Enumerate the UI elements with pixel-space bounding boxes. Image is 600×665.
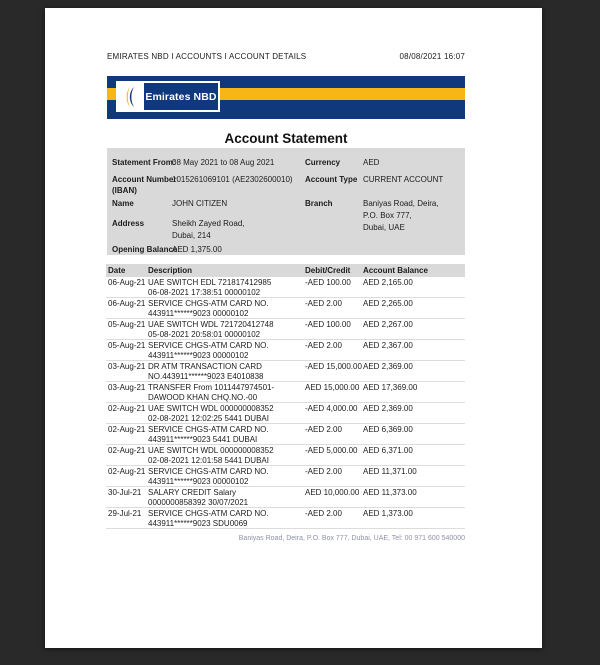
- description-line1: SERVICE CHGS-ATM CARD NO.: [148, 509, 269, 518]
- description-line2: 443911******9023 SDU0069: [148, 518, 248, 528]
- cell-date: 02-Aug-21: [108, 425, 146, 434]
- cell-account-balance: AED 2,265.00: [363, 299, 413, 308]
- bank-footer-address: Baniyas Road, Deira, P.O. Box 777, Dubai, UAE, Tel: 00 971 600 540000: [238, 535, 465, 542]
- column-header-date: Date: [108, 266, 126, 275]
- cell-account-balance: AED 6,369.00: [363, 425, 413, 434]
- description-line1: UAE SWITCH WDL 000000008352: [148, 446, 274, 455]
- cell-account-balance: AED 2,369.00: [363, 404, 413, 413]
- cell-description: [148, 362, 264, 381]
- transactions: [106, 277, 465, 529]
- cell-account-balance: AED 1,373.00: [363, 509, 413, 518]
- account-number-value: 1015261069101 (AE2302600010): [172, 175, 293, 184]
- table-row: [106, 445, 465, 466]
- document-header-row: [107, 52, 465, 61]
- document-page: [45, 8, 542, 648]
- cell-debit-credit: -AED 15,000.00: [305, 362, 362, 371]
- cell-debit-credit: -AED 4,000.00: [305, 404, 358, 413]
- cell-date: 05-Aug-21: [108, 320, 146, 329]
- name-label: Name: [112, 199, 134, 208]
- currency-value: AED: [363, 158, 380, 167]
- description-line2: DAWOOD KHAN CHQ.NO.-00: [148, 392, 258, 402]
- branch-value-line2: P.O. Box 777,: [363, 211, 412, 220]
- table-row: [106, 424, 465, 445]
- breadcrumb: EMIRATES NBD I ACCOUNTS I ACCOUNT DETAILS: [107, 52, 307, 61]
- description-line1: TRANSFER From 1011447974501-: [148, 383, 275, 392]
- header-datetime: 08/08/2021 16:07: [399, 52, 465, 61]
- description-line2: 443911******9023 00000102: [148, 308, 249, 318]
- column-header-debit-credit: Debit/Credit: [305, 266, 351, 275]
- table-row: [106, 466, 465, 487]
- cell-debit-credit: AED 15,000.00: [305, 383, 360, 392]
- opening-balance-label: Opening Balance: [112, 245, 178, 254]
- cell-date: 30-Jul-21: [108, 488, 142, 497]
- cell-description: [148, 509, 269, 528]
- cell-debit-credit: -AED 5,000.00: [305, 446, 358, 455]
- cell-description: [148, 404, 274, 423]
- description-line1: SERVICE CHGS-ATM CARD NO.: [148, 467, 269, 476]
- account-type-value: CURRENT ACCOUNT: [363, 175, 444, 184]
- description-line1: DR ATM TRANSACTION CARD: [148, 362, 262, 371]
- cell-date: 02-Aug-21: [108, 404, 146, 413]
- description-line2: NO.443911******9023 E4010838: [148, 371, 264, 381]
- description-line2: 0000000858392 30/07/2021: [148, 497, 249, 507]
- column-header-description: Description: [148, 266, 193, 275]
- description-line2: 443911******9023 5441 DUBAI: [148, 434, 258, 444]
- cell-debit-credit: -AED 100.00: [305, 320, 351, 329]
- cell-account-balance: AED 17,369.00: [363, 383, 418, 392]
- table-row: [106, 277, 465, 298]
- cell-date: 02-Aug-21: [108, 467, 146, 476]
- cell-account-balance: AED 2,267.00: [363, 320, 413, 329]
- description-line2: 443911******9023 00000102: [148, 350, 249, 360]
- description-line1: SERVICE CHGS-ATM CARD NO.: [148, 299, 269, 308]
- table-row: [106, 403, 465, 424]
- cell-description: [148, 446, 274, 465]
- description-line2: 05-08-2021 20:58:01 00000102: [148, 329, 261, 339]
- cell-date: 06-Aug-21: [108, 278, 146, 287]
- address-label: Address: [112, 219, 145, 228]
- cell-account-balance: AED 11,371.00: [363, 467, 417, 476]
- description-line1: SERVICE CHGS-ATM CARD NO.: [148, 341, 269, 350]
- cell-description: [148, 320, 274, 339]
- cell-debit-credit: -AED 2.00: [305, 425, 342, 434]
- cell-date: 03-Aug-21: [108, 383, 146, 392]
- branch-value-line3: Dubai, UAE: [363, 223, 405, 232]
- cell-date: 02-Aug-21: [108, 446, 146, 455]
- table-row: [106, 340, 465, 361]
- cell-account-balance: AED 2,369.00: [363, 362, 413, 371]
- table-row: [106, 319, 465, 340]
- table-row: [106, 487, 465, 508]
- address-value-line1: Sheikh Zayed Road,: [172, 219, 245, 228]
- description-line1: SALARY CREDIT Salary: [148, 488, 237, 497]
- table-row: [106, 508, 465, 529]
- branch-value-line1: Baniyas Road, Deira,: [363, 199, 439, 208]
- description-line2: 02-08-2021 12:01:58 5441 DUBAI: [148, 455, 269, 465]
- description-line2: 443911******9023 00000102: [148, 476, 249, 486]
- cell-description: [148, 425, 269, 444]
- description-line1: UAE SWITCH WDL 000000008352: [148, 404, 274, 413]
- cell-account-balance: AED 6,371.00: [363, 446, 413, 455]
- account-type-label: Account Type: [305, 175, 358, 184]
- currency-label: Currency: [305, 158, 341, 167]
- emirates-nbd-logo: [116, 81, 220, 112]
- cell-date: 29-Jul-21: [108, 509, 142, 518]
- cell-account-balance: AED 2,367.00: [363, 341, 413, 350]
- emirates-nbd-sail-icon: [118, 83, 144, 110]
- cell-description: [148, 341, 269, 360]
- description-line2: 02-08-2021 12:02:25 5441 DUBAI: [148, 413, 269, 423]
- cell-account-balance: AED 11,373.00: [363, 488, 417, 497]
- cell-debit-credit: -AED 2.00: [305, 509, 342, 518]
- cell-description: [148, 383, 274, 402]
- page-title: Account Statement: [224, 131, 348, 146]
- cell-debit-credit: -AED 2.00: [305, 299, 342, 308]
- cell-description: [148, 467, 269, 486]
- address-value-line2: Dubai, 214: [172, 231, 211, 240]
- statement-from-label: Statement From:: [112, 158, 176, 167]
- cell-debit-credit: AED 10,000.00: [305, 488, 360, 497]
- name-value: JOHN CITIZEN: [172, 199, 228, 208]
- account-number-label-line1: Account Number: [112, 175, 177, 184]
- table-row: [106, 382, 465, 403]
- table-row: [106, 361, 465, 382]
- branch-label: Branch: [305, 199, 333, 208]
- account-number-label-line2: (IBAN): [112, 186, 137, 195]
- cell-debit-credit: -AED 2.00: [305, 467, 342, 476]
- transactions-header: [106, 264, 465, 277]
- description-line1: SERVICE CHGS-ATM CARD NO.: [148, 425, 269, 434]
- cell-date: 06-Aug-21: [108, 299, 146, 308]
- cell-description: [148, 299, 269, 318]
- statement-from-value: 08 May 2021 to 08 Aug 2021: [172, 158, 275, 167]
- description-line2: 06-08-2021 17:38:51 00000102: [148, 287, 261, 297]
- cell-debit-credit: -AED 2.00: [305, 341, 342, 350]
- column-header-account-balance: Account Balance: [363, 266, 428, 275]
- brand-banner: [107, 76, 465, 119]
- logo-text: Emirates NBD: [145, 90, 217, 103]
- description-line1: UAE SWITCH EDL 721817412985: [148, 278, 272, 287]
- cell-account-balance: AED 2,165.00: [363, 278, 413, 287]
- description-line1: UAE SWITCH WDL 721720412748: [148, 320, 274, 329]
- opening-balance-value: AED 1,375.00: [172, 245, 222, 254]
- table-row: [106, 298, 465, 319]
- cell-debit-credit: -AED 100.00: [305, 278, 351, 287]
- cell-date: 05-Aug-21: [108, 341, 146, 350]
- account-details-box: [107, 148, 465, 255]
- cell-description: [148, 488, 248, 507]
- cell-description: [148, 278, 271, 297]
- cell-date: 03-Aug-21: [108, 362, 146, 371]
